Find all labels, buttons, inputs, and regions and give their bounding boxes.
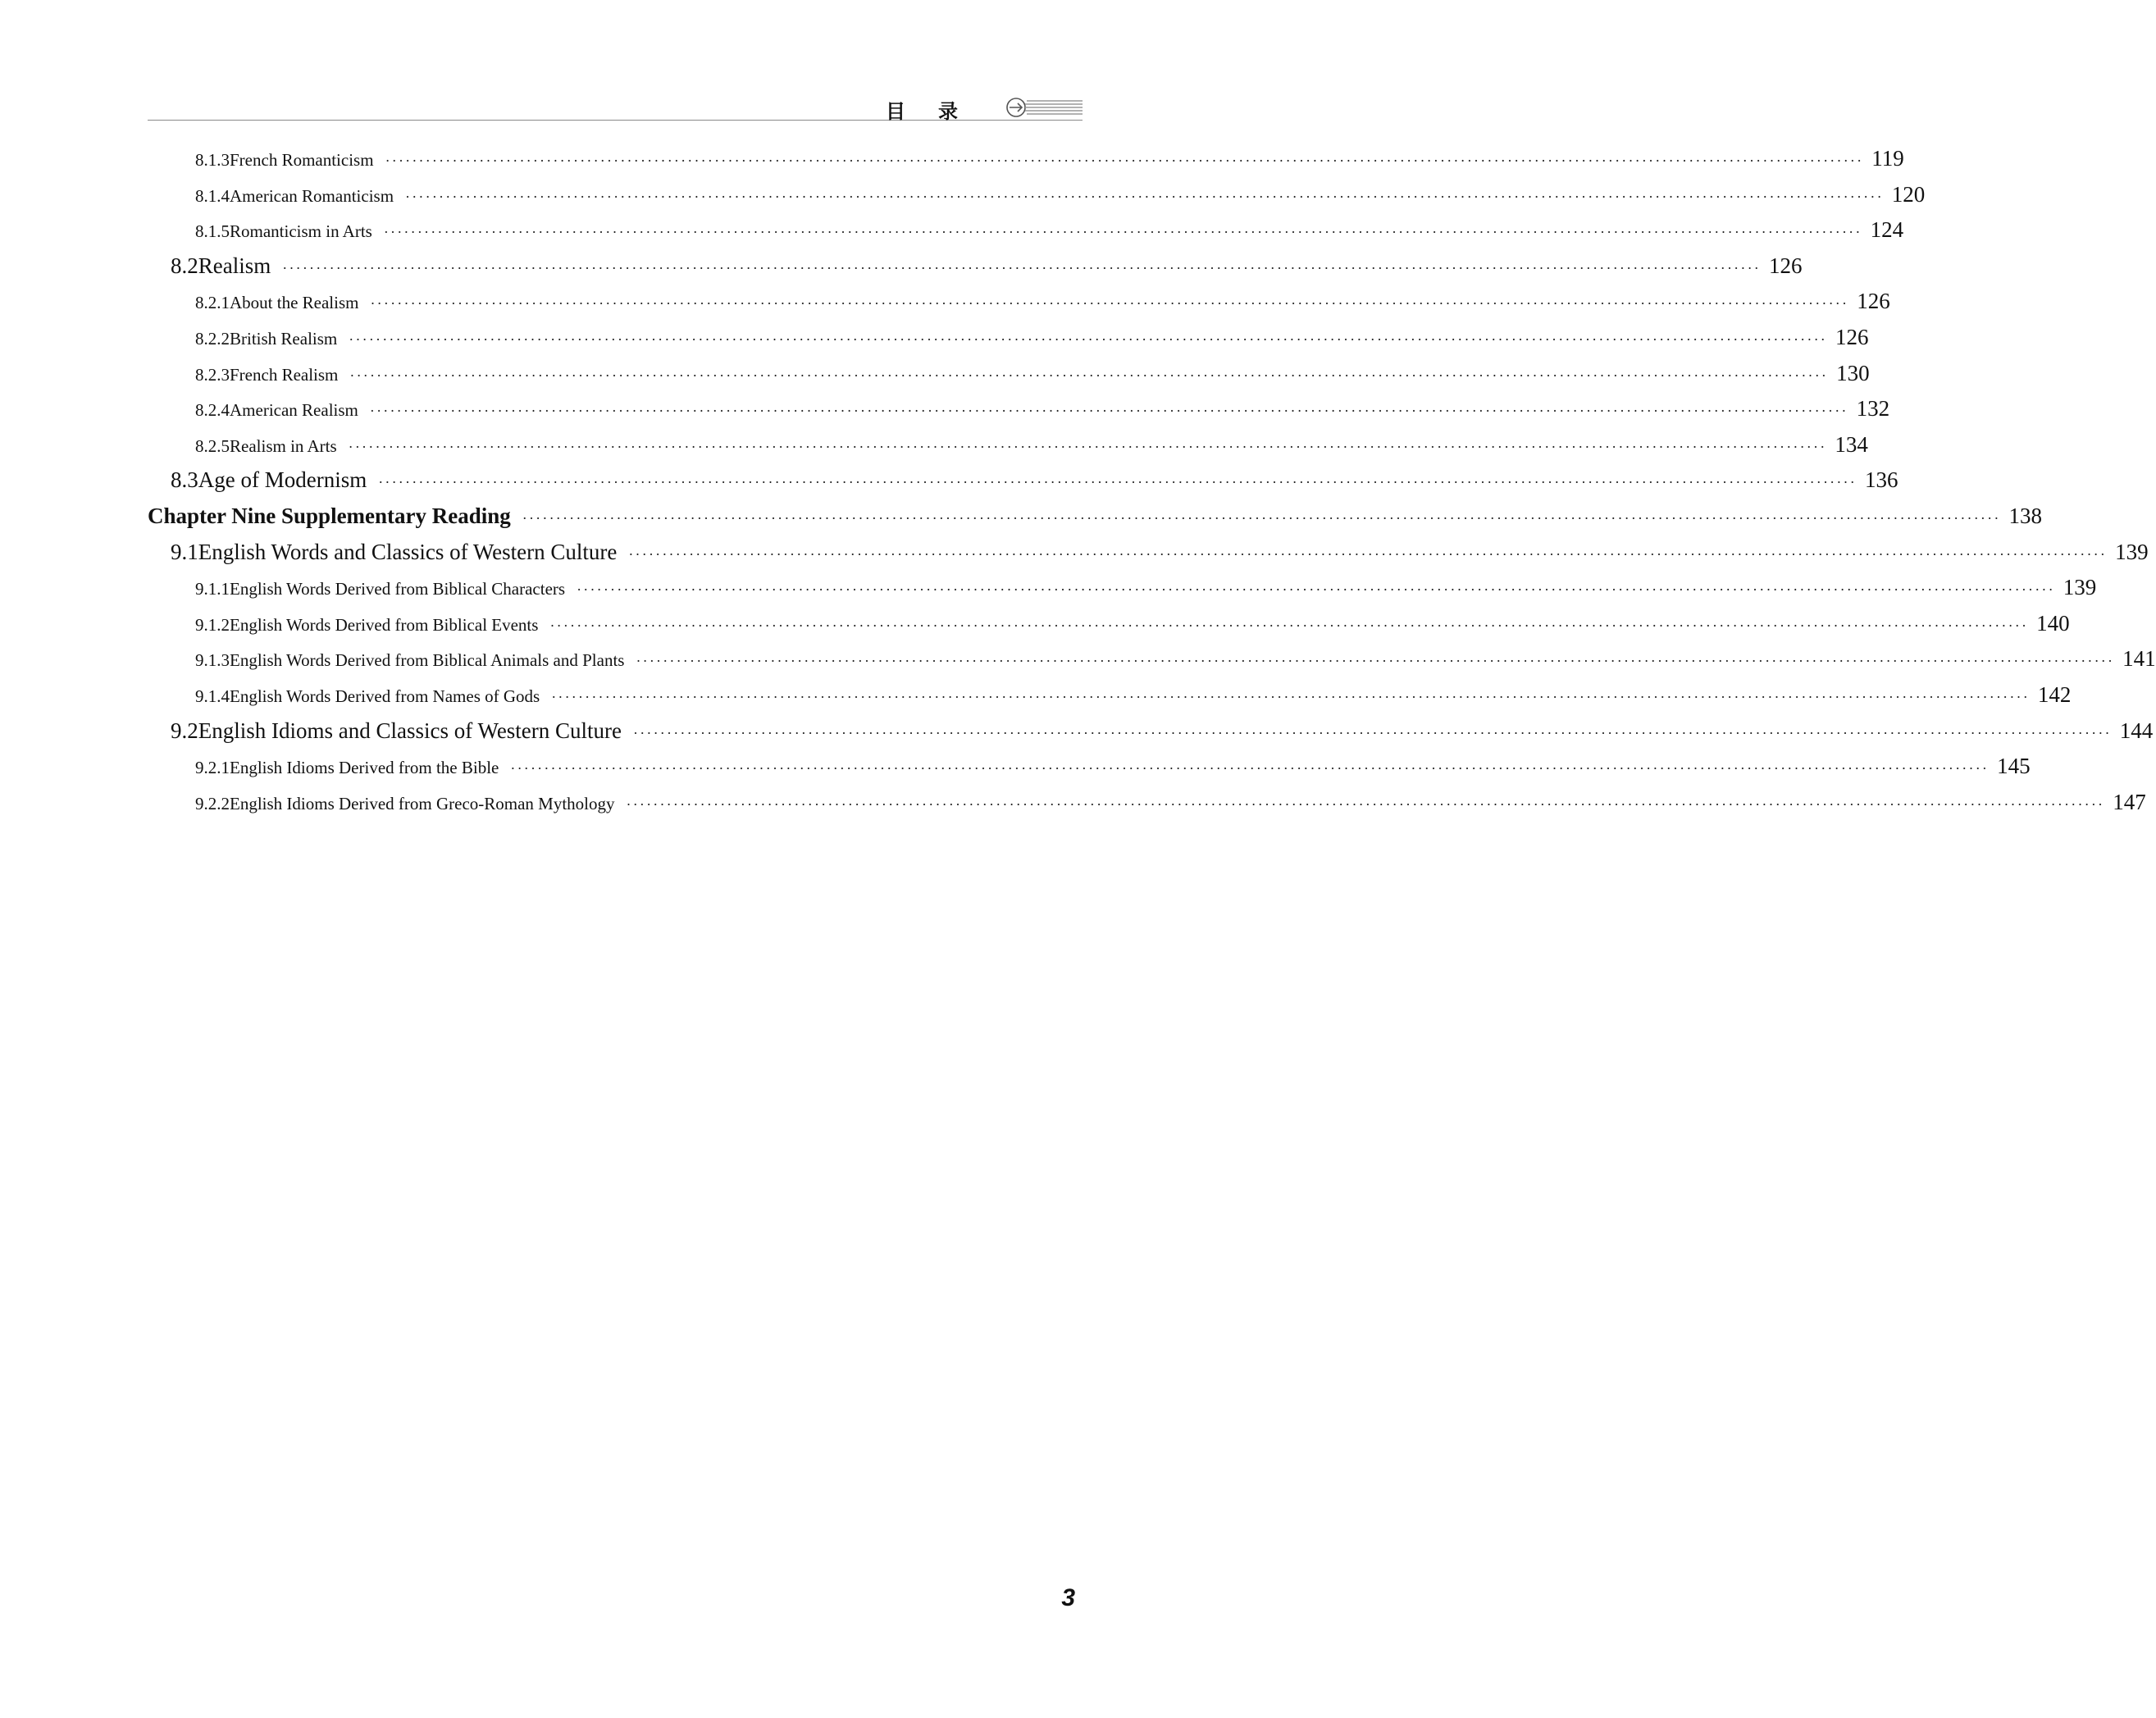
toc-entry[interactable]	[148, 789, 2146, 826]
toc-entry-title: French Romanticism	[230, 150, 374, 170]
toc-entry-number: 9.2	[171, 718, 198, 743]
toc-entry-title: Realism	[198, 253, 271, 278]
toc-entry-title: British Realism	[230, 328, 338, 349]
toc-entry[interactable]	[148, 217, 1904, 253]
toc-entry-title: Realism in Arts	[230, 435, 337, 456]
toc-entry-title: French Realism	[230, 364, 339, 385]
page-number: 3	[1061, 1584, 1075, 1611]
toc-entry-number: 9.1.2	[195, 614, 230, 635]
toc-entry[interactable]	[148, 646, 2156, 682]
toc-entry-title: About the Realism	[230, 293, 359, 313]
header-title: 目录	[886, 100, 991, 123]
dot-leader: ····························································································································································································································	[628, 545, 2108, 563]
toc-entry-number: 8.2	[171, 253, 198, 278]
toc-entry[interactable]	[148, 324, 1869, 361]
toc-entry-number: 9.1.3	[195, 650, 230, 671]
dot-leader: ····························································································································································································································	[383, 224, 1862, 241]
toc-entry-page: 130	[1836, 360, 1870, 385]
toc-entry-title: English Words Derived from Biblical Animals and Plants	[230, 650, 625, 671]
dot-leader: ····························································································································································································································	[522, 509, 2001, 526]
toc-entry[interactable]	[148, 360, 1870, 397]
toc-entry[interactable]	[148, 146, 1904, 182]
toc-entry-number: 8.1.4	[195, 185, 230, 206]
dot-leader: ····························································································································································································································	[370, 295, 1849, 312]
dot-leader: ····························································································································································································································	[626, 795, 2105, 813]
toc-entry[interactable]	[148, 718, 2154, 754]
toc-entry-number: 8.2.4	[195, 400, 230, 421]
toc-entry-title: American Realism	[230, 400, 358, 421]
dot-leader: ····························································································································································································································	[348, 438, 1827, 455]
dot-leader: ····························································································································································································································	[282, 259, 1761, 276]
toc-entry-page: 124	[1870, 217, 1904, 243]
toc-entry-title: English Words and Classics of Western Culture	[198, 539, 618, 564]
toc-entry[interactable]	[148, 289, 1890, 325]
running-header	[148, 92, 1083, 121]
toc-entry-number: 8.1.3	[195, 150, 230, 170]
toc-entry[interactable]	[148, 610, 2070, 647]
toc-entry-title: Romanticism in Arts	[230, 221, 372, 242]
toc-entry-title: English Words Derived from Biblical Characters	[230, 579, 566, 599]
dot-leader: ····························································································································································································································	[378, 474, 1857, 491]
dot-leader: ····························································································································································································································	[636, 653, 2115, 670]
toc-entry-page: 139	[2063, 575, 2097, 600]
toc-entry-title: English Idioms and Classics of Western Culture	[198, 718, 622, 743]
toc-entry-title: English Idioms Derived from Greco-Roman Mythology	[230, 793, 615, 813]
dot-leader: ····························································································································································································································	[510, 760, 1990, 777]
toc-entry-page: 136	[1864, 467, 1898, 493]
dot-leader: ····························································································································································································································	[349, 367, 1829, 384]
dot-leader: ····························································································································································································································	[349, 330, 1827, 348]
toc-entry-page: 132	[1856, 396, 1890, 422]
dot-leader: ····························································································································································································································	[577, 581, 2055, 599]
dot-leader: ····························································································································································································································	[405, 188, 1884, 205]
toc-entry-number: 8.1.5	[195, 221, 230, 242]
toc-entry-title: English Words Derived from Names of Gods	[230, 686, 540, 706]
toc-entry-page: 145	[1997, 754, 2031, 779]
toc-entry-title: English Idioms Derived from the Bible	[230, 758, 499, 778]
toc-entry-number: 9.2.2	[195, 793, 230, 813]
toc-entry-number: 8.2.1	[195, 293, 230, 313]
toc-entry-page: 126	[1857, 289, 1890, 314]
toc-entry-page: 139	[2115, 539, 2149, 564]
toc-entry-title: Chapter Nine Supplementary Reading	[148, 503, 511, 528]
toc-entry-page: 147	[2113, 789, 2146, 814]
toc-entry[interactable]	[148, 253, 1803, 289]
table-of-contents	[148, 146, 2156, 825]
toc-entry-number: 9.1	[171, 539, 198, 564]
dot-leader: ····························································································································································································································	[633, 724, 2112, 741]
toc-entry-number: 9.1.1	[195, 579, 230, 599]
toc-entry-page: 134	[1835, 431, 1868, 457]
toc-entry-number: 8.2.3	[195, 364, 230, 385]
toc-entry[interactable]	[148, 181, 1926, 218]
toc-entry-page: 142	[2037, 681, 2072, 707]
toc-entry[interactable]	[148, 467, 1898, 504]
toc-entry-number: 9.2.1	[195, 758, 230, 778]
toc-entry[interactable]	[148, 575, 2097, 611]
toc-entry-page: 119	[1871, 146, 1904, 171]
toc-entry-number: 8.2.5	[195, 435, 230, 456]
toc-entry-title: English Words Derived from Biblical Events	[230, 614, 539, 635]
toc-entry-page: 126	[1835, 324, 1869, 349]
toc-entry-page: 140	[2036, 610, 2070, 636]
toc-entry-page: 126	[1768, 253, 1803, 278]
toc-entry-page: 144	[2119, 718, 2154, 743]
toc-entry[interactable]	[148, 431, 1868, 468]
toc-entry-title: Age of Modernism	[198, 467, 367, 493]
dot-leader: ····························································································································································································································	[551, 688, 2030, 705]
toc-entry-number: 8.2.2	[195, 328, 230, 349]
toc-entry-title: American Romanticism	[230, 185, 394, 206]
toc-entry[interactable]	[148, 539, 2149, 576]
dot-leader: ····························································································································································································································	[549, 617, 2029, 634]
toc-entry-page: 120	[1891, 181, 1926, 207]
toc-entry-number: 8.3	[171, 467, 198, 493]
toc-entry[interactable]	[148, 396, 1890, 432]
toc-entry[interactable]	[148, 754, 2031, 790]
toc-entry-page: 138	[2008, 503, 2043, 528]
toc-entry[interactable]	[148, 503, 2043, 540]
toc-entry-page: 141	[2122, 646, 2156, 672]
dot-leader: ····························································································································································································································	[369, 403, 1848, 420]
dot-leader: ····························································································································································································································	[385, 153, 1864, 169]
toc-entry-number: 9.1.4	[195, 686, 230, 706]
toc-entry[interactable]	[148, 681, 2072, 718]
arrow-ornament-icon	[1004, 95, 1083, 120]
